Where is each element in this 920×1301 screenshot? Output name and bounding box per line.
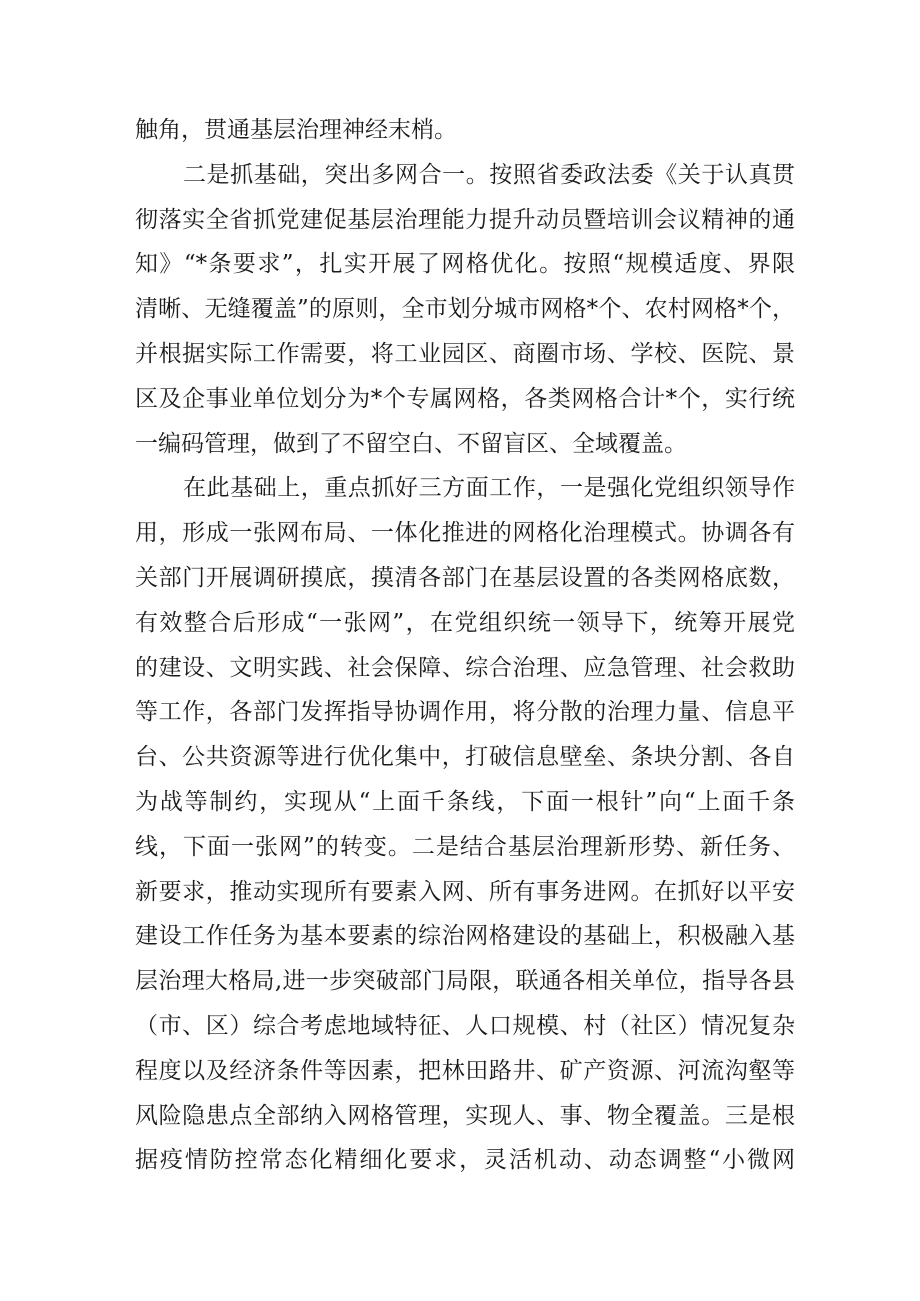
- text-line: 建设工作任务为基本要素的综治网格建设的基础上，积极融入基: [135, 923, 795, 950]
- text-line: （市、区）综合考虑地域特征、人口规模、村（社区）情况复杂: [135, 1012, 795, 1039]
- paragraph: [135, 108, 795, 153]
- text-line: 台、公共资源等进行优化集中，打破信息壁垒、条块分割、各自: [135, 744, 795, 771]
- text-line: 线，下面一张网”的转变。二是结合基层治理新形势、新任务、: [135, 833, 795, 860]
- text-line: 关部门开展调研摸底，摸清各部门在基层设置的各类网格底数，: [135, 564, 795, 591]
- text-line: 风险隐患点全部纳入网格管理，实现人、事、物全覆盖。三是根: [135, 1102, 795, 1129]
- text-line: 清晰、无缝覆盖”的原则，全市划分城市网格*个、农村网格*个，: [135, 296, 795, 323]
- text-line: 彻落实全省抓党建促基层治理能力提升动员暨培训会议精神的通: [135, 206, 795, 233]
- text-line: 程度以及经济条件等因素，把林田路井、矿产资源、河流沟壑等: [135, 1057, 795, 1084]
- text-line: 层治理大格局,进一步突破部门局限，联通各相关单位，指导各县: [135, 968, 795, 995]
- text-line: 二是抓基础，突出多网合一。按照省委政法委《关于认真贯: [183, 161, 795, 188]
- text-line: 知》“*条要求”，扎实开展了网格优化。按照“规模适度、界限: [135, 251, 795, 278]
- paragraph: [135, 466, 795, 1183]
- text-line: 有效整合后形成“一张网”，在党组织统一领导下，统筹开展党: [135, 609, 795, 636]
- text-line: 一编码管理，做到了不留空白、不留盲区、全域覆盖。: [135, 430, 687, 457]
- text-line: 在此基础上，重点抓好三方面工作，一是强化党组织领导作: [183, 475, 795, 502]
- text-line: 新要求，推动实现所有要素入网、所有事务进网。在抓好以平安: [135, 878, 795, 905]
- text-line: 触角，贯通基层治理神经末梢。: [135, 117, 457, 143]
- text-line: 区及企事业单位划分为*个专属网格，各类网格合计*个，实行统: [135, 385, 795, 412]
- text-line: 并根据实际工作需要，将工业园区、商圈市场、学校、医院、景: [135, 340, 795, 367]
- paragraph: [135, 153, 795, 467]
- text-line: 的建设、文明实践、社会保障、综合治理、应急管理、社会救助: [135, 654, 795, 681]
- text-line: 据疫情防控常态化精细化要求，灵活机动、动态调整“小微网: [135, 1147, 795, 1174]
- document-body: [135, 108, 795, 1183]
- text-line: 用，形成一张网布局、一体化推进的网格化治理模式。协调各有: [135, 520, 795, 547]
- text-line: 为战等制约，实现从“上面千条线，下面一根针”向“上面千条: [135, 788, 795, 815]
- text-line: 等工作，各部门发挥指导协调作用，将分散的治理力量、信息平: [135, 699, 795, 726]
